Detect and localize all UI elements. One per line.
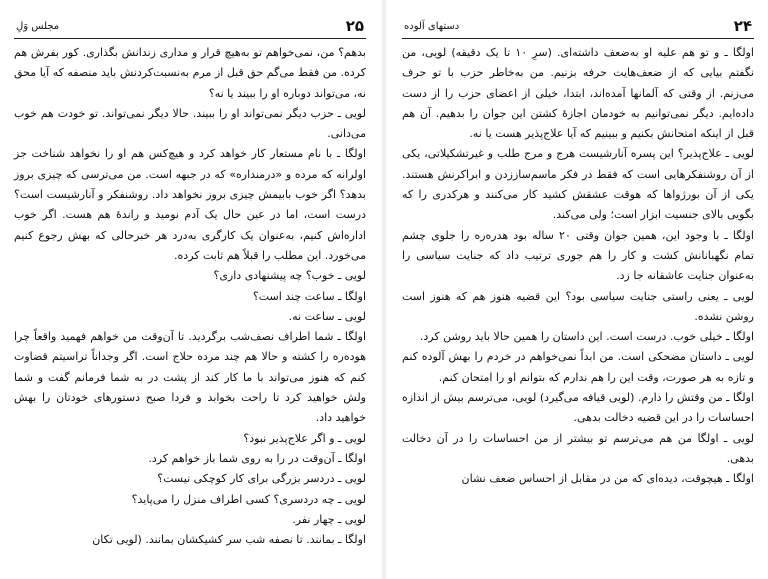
paragraph: لویی ـ اولگا من هم می‌ترسم تو بیشتر از من احساسات را در آن دخالت بدهی. xyxy=(402,431,754,465)
left-page-body xyxy=(14,43,366,550)
right-page-number: ۲۴ xyxy=(733,17,752,35)
left-page xyxy=(0,0,378,579)
paragraph: اولگا ـ هیچوقت، دیده‌ای که من در مقابل از احساس ضعف نشان xyxy=(461,472,754,486)
paragraph: لویی ـ علاج‌پذیر؟ این پسره آنارشیست هرج و مرج طلب و غیرتشکیلاتی، یکی از آن روشنفکرهایی است که فقط در فکر ماسم‌ساززدن و ابراکرنش هستند. یکی از آن بورژواها که هوقت عشقش کشید کار می‌کنند و هرکدری را که بگویی بالای جنسیت ابزار است؛ ولی می‌کند. xyxy=(402,147,754,222)
paragraph: اولگا ـ بمانند. تا نصفه شب سر کشیکشان بمانند. (لویی تکان xyxy=(92,533,366,547)
paragraph: اولگا ـ من وقتش را دارم. (لویی قیافه می‌گیرد) لویی، می‌ترسم بیش از اندازه احساسات را در این قضیه دخالت بدهی. xyxy=(402,391,754,425)
paragraph: لویی ـ دردسر بزرگی برای کار کوچکی نیست؟ xyxy=(157,472,366,486)
left-page-header xyxy=(14,16,366,39)
paragraph: لویی ـ خوب؟ چه پیشنهادی داری؟ xyxy=(213,269,366,283)
left-running-head: مجلس وَلِ xyxy=(16,20,60,32)
right-page-body xyxy=(402,43,754,490)
right-page xyxy=(392,0,768,579)
paragraph: اولگا ـ آن‌وقت در را به روی شما باز خواهم کرد. xyxy=(148,451,366,465)
paragraph: لویی ـ ساعت نه. xyxy=(288,309,366,323)
right-page-header xyxy=(402,16,754,39)
paragraph: اولگا ـ و تو هم علیه او به‌ضعف داشته‌ای. (سرِ ۱۰ تا یک دقیقه) لویی، من نگفتم بیایی که از ضعف‌هایت حرفه بزنیم. من به‌خاطر حزب با تو حرف می‌زنم. از وقتی که آلمانها آمده‌اند، ابتدا، خیلی از اعضای حزب را از دست داده‌ایم. دیگر نمی‌توانیم به خودمان اجازۀ کشتن این جوان را بدهیم. آن هم قبل از اینکه امتحانش بکنیم و ببینیم که آیا علاج‌پذیر هست یا نه. xyxy=(402,46,754,141)
right-running-head: دستهای آلوده xyxy=(404,20,460,32)
book-gutter xyxy=(381,0,387,579)
paragraph: اولگا ـ ساعت چند است؟ xyxy=(252,289,366,303)
paragraph: لویی ـ چهار نفر. xyxy=(292,512,366,526)
left-page-number: ۲۵ xyxy=(345,17,364,35)
paragraph: اولگا ـ شما اطراف نصف‌شب برگردید. تا آن‌وقت من خواهم فهمید واقعاً چرا هوده‌ره را کشته و حالا هم چند مرده حلاج است. اگر وجداناً تراسیتم قضاوت کنم که هنوز می‌تواند با ما کار کند از پشت در به شما فرمانم گفت و شما ولش خواهید کرد تا راحت بخوابد و فردا صبح دستورهای خودتان را بهش خواهید داد. xyxy=(14,330,366,425)
paragraph: اولگا ـ با نام مستعار کار خواهد کرد و هیچ‌کس هم او را نخواهد شناخت جز اولرانه که مرده و «درمنداره» که در جبهه است. من می‌ترسی که چیزی بروز بدهد؟ اگر خوب بابیمش چیزی بروز نخواهد داد. روشنفکر و آنارشیست است؟ درست است، اما در عین حال یک آدم نومید و راندۀ هم هست. اگر خوب اداره‌اش کنیم، به‌عنوان یک کارگری به‌درد هر خبرحالی که بهش رجوع کنیم می‌خورد. این مطلب را قبلاً هم ثابت کرده. xyxy=(14,147,366,262)
paragraph: لویی ـ حزب دیگر نمی‌تواند او را ببیند. حالا دیگر نمی‌تواند. تو خودت هم خوب می‌دانی. xyxy=(14,106,366,141)
paragraph: لویی ـ و اگر علاج‌پذیر نبود؟ xyxy=(243,431,366,445)
paragraph: بدهم؟ من، نمی‌خواهم تو به‌هیچ قرار و مداری زندانش بگذاری. کور بفرش هم کرده. من فقط می‌گم حق قبل از مرم به‌نسبت‌کردنش باید منصفه که آیا محق نه، می‌تواند دوباره او را ببیند یا نه؟ xyxy=(14,46,366,100)
paragraph: اولگا ـ خیلی خوب. درست است. این داستان را همین حالا باید روشن کرد. xyxy=(419,330,754,344)
paragraph: لویی ـ چه دردسری؟ کسی اطراف منزل را می‌پاید؟ xyxy=(131,492,366,506)
paragraph: لویی ـ یعنی راستی جنایت سیاسی بود؟ این قضیه هنوز هم که هنوز است روشن نشده. xyxy=(402,289,754,323)
paragraph: لویی ـ داستان مضحکی است. من ابداً نمی‌خواهم در خردم را بهش آلوده کنم و تازه به هر صورت، وقت این را هم ندارم که بتوانم او را امتحان کنم. xyxy=(402,350,754,384)
paragraph: اولگا ـ با وجود این، همین جوان وقتی ۲۰ ساله بود هدره‌ره را جلوی چشم تمام نگهبانانش کشت و کار را هم جوری ترتیب داد که جنایت سیاسی را به‌عنوان جنایت عاشقانه جا زد. xyxy=(402,228,754,283)
